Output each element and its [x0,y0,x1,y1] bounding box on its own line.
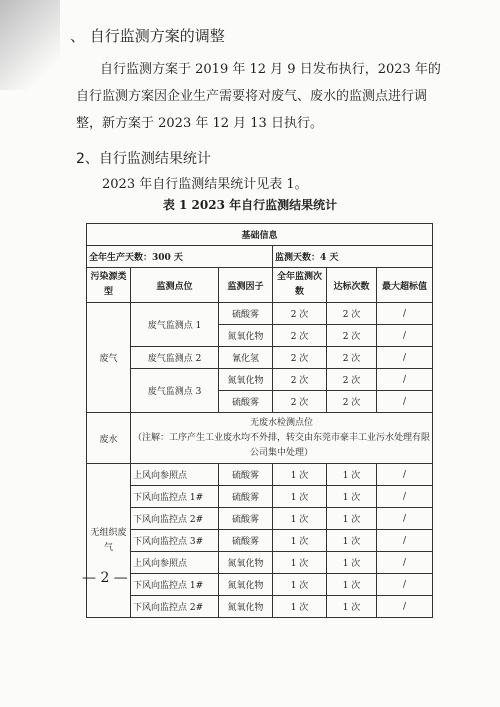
section2-paragraph: 2023 年自行监测结果统计见表 1。 [102,177,308,192]
factor-cell: 硫酸雾 [219,391,273,413]
waste-gas-point-2: 废气监测点 2 [131,347,219,369]
factor-cell: 硫酸雾 [219,486,273,508]
factor-cell: 氮氧化物 [219,596,273,618]
section2-heading: 2、自行监测结果统计 [76,151,211,167]
factor-cell: 硫酸雾 [219,530,273,552]
max-cell: / [377,391,433,413]
ok-cell: 1 次 [327,486,377,508]
max-cell: / [377,508,433,530]
waste-water-line2: （注解：工序产生工业废水均不外排，转交由东莞市豪丰工业污水处理有限公司集中处理） [133,432,431,458]
table-row [87,508,433,530]
count-cell: 2 次 [273,391,327,413]
count-cell: 1 次 [273,552,327,574]
header-monitoring-factor: 监测因子 [219,268,273,303]
header-max-exceed: 最大超标值 [377,268,433,303]
type-waste-gas: 废气 [87,303,131,413]
table-row [87,530,433,552]
factor-cell: 氮氧化物 [219,552,273,574]
table-row [87,574,433,596]
count-cell: 2 次 [273,303,327,325]
count-cell: 2 次 [273,347,327,369]
count-cell: 1 次 [273,508,327,530]
production-days: 全年生产天数：300 天 [87,246,273,268]
waste-water-note [131,413,433,464]
table-row [87,464,433,486]
table-row [87,552,433,574]
table-row [87,369,433,391]
count-cell: 1 次 [273,596,327,618]
max-cell: / [377,574,433,596]
max-cell: / [377,552,433,574]
point-cell: 下风向监控点 1# [131,486,219,508]
factor-cell: 硫酸雾 [219,508,273,530]
table-row [87,413,433,464]
max-cell: / [377,369,433,391]
table-row [87,596,433,618]
factor-cell: 氮氧化物 [219,369,273,391]
ok-cell: 2 次 [327,303,377,325]
ok-cell: 1 次 [327,552,377,574]
type-unorganized-gas: 无组织废气 [87,464,131,618]
ok-cell: 1 次 [327,530,377,552]
max-cell: / [377,464,433,486]
ok-cell: 1 次 [327,508,377,530]
monitoring-results-table [86,223,433,618]
point-cell: 上风向参照点 [131,552,219,574]
header-annual-count: 全年监测次数 [273,268,327,303]
max-cell: / [377,530,433,552]
ok-cell: 2 次 [327,369,377,391]
count-cell: 1 次 [273,486,327,508]
ok-cell: 1 次 [327,574,377,596]
section1-heading: 、 自行监测方案的调整 [70,27,225,45]
point-cell: 上风向参照点 [131,464,219,486]
point-cell: 下风向监控点 3# [131,530,219,552]
table-row [87,486,433,508]
ok-cell: 1 次 [327,464,377,486]
ok-cell: 2 次 [327,391,377,413]
page-number: — 2 — [82,570,128,586]
waste-gas-point-3: 废气监测点 3 [131,369,219,413]
factor-cell: 硫酸雾 [219,464,273,486]
max-cell: / [377,596,433,618]
table-row [87,246,433,268]
max-cell: / [377,303,433,325]
point-cell: 下风向监控点 2# [131,596,219,618]
max-cell: / [377,486,433,508]
max-cell: / [377,325,433,347]
table-header-row [87,268,433,303]
header-pollution-type: 污染源类型 [87,268,131,303]
count-cell: 2 次 [273,369,327,391]
count-cell: 2 次 [273,325,327,347]
point-cell: 下风向监控点 1# [131,574,219,596]
monitoring-days: 监测天数：4 天 [273,246,433,268]
header-compliance-count: 达标次数 [327,268,377,303]
ok-cell: 2 次 [327,347,377,369]
section1-paragraph: 自行监测方案于 2019 年 12 月 9 日发布执行，2023 年的自行监测方案因企业生产需要将对废气、废水的监测点进行调整，新方案于 2023 年 12 月 13 日执行。 [76,62,441,131]
factor-cell: 氮氧化物 [219,574,273,596]
waste-gas-point-1: 废气监测点 1 [131,303,219,347]
table-row [87,303,433,325]
factor-cell: 硫酸雾 [219,303,273,325]
factor-cell: 氰化氢 [219,347,273,369]
ok-cell: 2 次 [327,325,377,347]
waste-water-line1: 无废水检测点位 [250,417,314,428]
count-cell: 1 次 [273,530,327,552]
header-monitoring-point: 监测点位 [131,268,219,303]
count-cell: 1 次 [273,464,327,486]
basic-info-title: 基础信息 [87,224,433,246]
table-row [87,347,433,369]
factor-cell: 氮氧化物 [219,325,273,347]
ok-cell: 1 次 [327,596,377,618]
table-caption: 表 1 2023 年自行监测结果统计 [162,198,338,212]
type-waste-water: 废水 [87,413,131,464]
count-cell: 1 次 [273,574,327,596]
max-cell: / [377,347,433,369]
table-row [87,224,433,246]
point-cell: 下风向监控点 2# [131,508,219,530]
